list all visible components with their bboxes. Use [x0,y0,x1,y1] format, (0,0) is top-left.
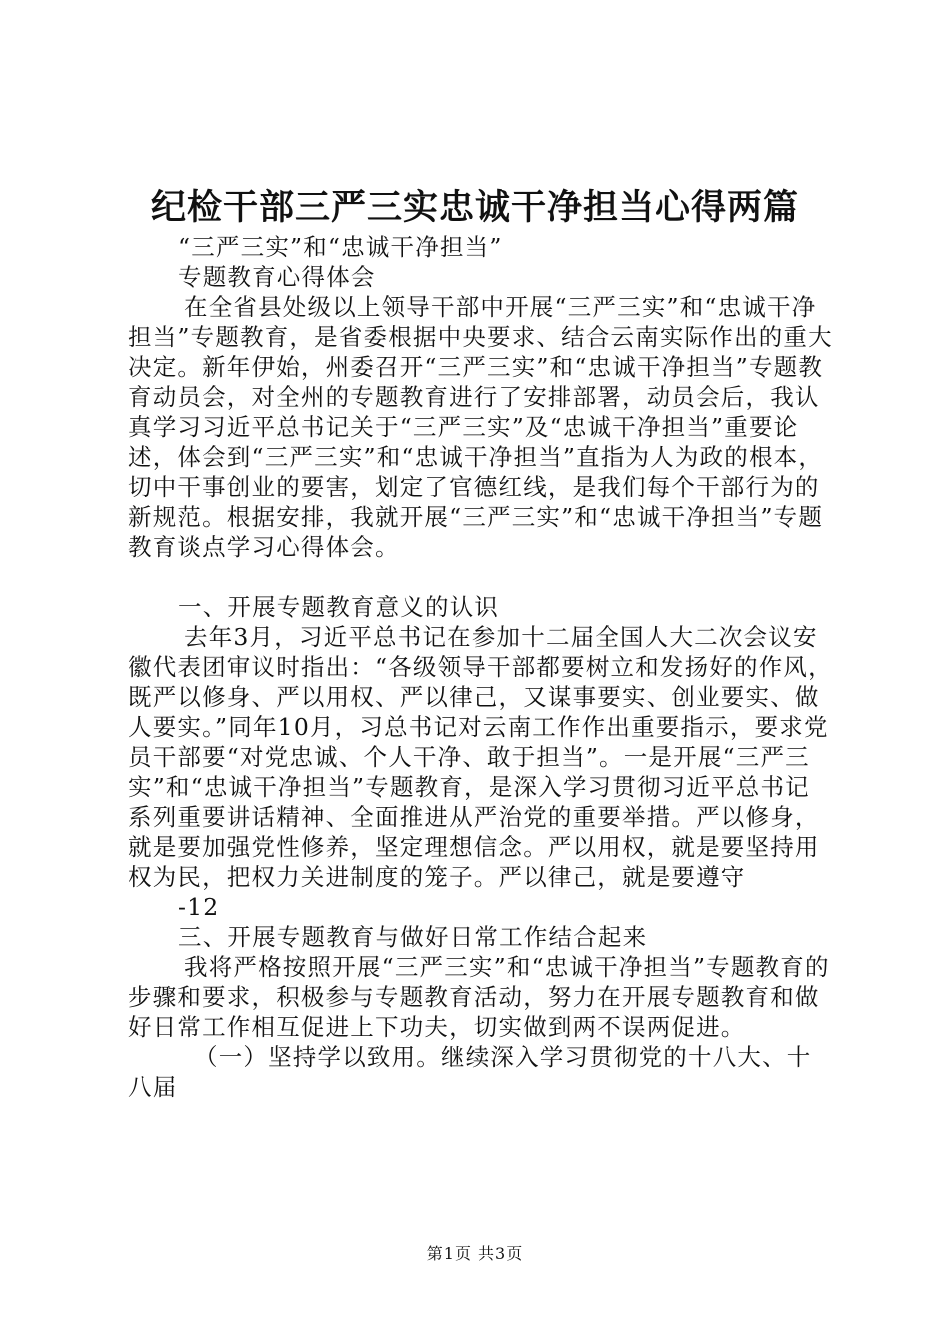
paragraph-intro: 在全省县处级以上领导干部中开展“三严三实”和“忠诚干净担当”专题教育，是省委根据中央要求、结合云南实际作出的重大决定。新年伊始，州委召开“三严三实”和“忠诚干净担当”专题教育动员会，对全州的专题教育进行了安排部署，动员会后，我认真学习习近平总书记关于“三严三实”及“忠诚干净担当”重要论述，体会到“三严三实”和“忠诚干净担当”直指为人为政的根本，切中干事创业的要害，划定了官德红线，是我们每个干部行为的新规范。根据安排，我就开展“三严三实”和“忠诚干净担当”专题教育谈点学习心得体会。 [128,293,833,561]
paragraph-section-3: 我将严格按照开展“三严三实”和“忠诚干净担当”专题教育的步骤和要求，积极参与专题教育活动，努力在开展专题教育和做好日常工作相互促进上下功夫，切实做到两不误两促进。 [128,953,830,1041]
subtitle-line-1: “三严三实”和“忠诚干净担当” [178,233,503,261]
section-heading-3: 三、开展专题教育与做好日常工作结合起来 [178,923,648,951]
section-heading-1: 一、开展专题教育意义的认识 [178,593,500,621]
paragraph-subsection-1: （一）坚持学以致用。继续深入学习贯彻党的十八大、十八届 [128,1043,812,1101]
paragraph-gap [128,562,833,592]
document-title: 纪检干部三严三实忠诚干净担当心得两篇 [150,188,799,228]
document-body [128,232,833,1102]
paragraph-section-1: 去年3月，习近平总书记在参加十二届全国人大二次会议安徽代表团审议时指出：“各级领导干部都要树立和发扬好的作风，既严以修身、严以用权、严以律己，又谋事要实、创业要实、做人要实。”同年10月，习总书记对云南工作作出重要指示，要求党员干部要“对党忠诚、个人干净、敢于担当”。一是开展“三严三实”和“忠诚干净担当”专题教育，是深入学习贯彻习近平总书记系列重要讲话精神、全面推进从严治党的重要举措。严以修身，就是要加强党性修养，坚定理想信念。严以用权，就是要坚持用权为民，把权力关进制度的笼子。严以律己，就是要遵守 [128,623,833,891]
page-fragment-marker: -12 [178,893,220,921]
page-footer: 第1页 共3页 [426,1244,524,1263]
subtitle-line-2: 专题教育心得体会 [178,263,376,291]
